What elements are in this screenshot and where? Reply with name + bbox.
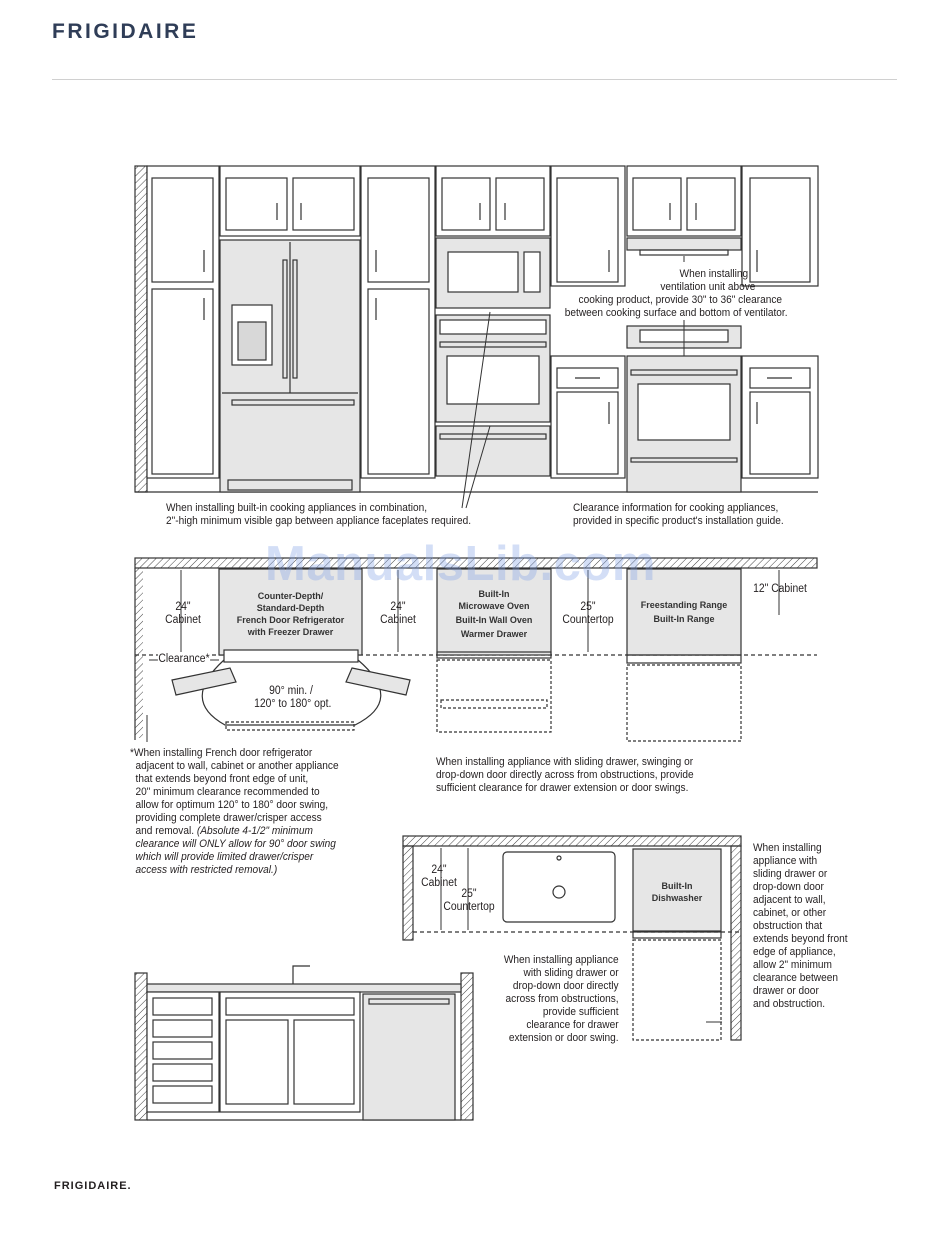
dw-countertop-25-label: 25" Countertop xyxy=(443,888,495,913)
clearance-note: Clearance information for cooking appliances, provided in specific product's installation guide. xyxy=(573,502,784,527)
sink-elevation-view xyxy=(135,966,473,1120)
cabinet-12-label: 12" Cabinet xyxy=(753,583,807,595)
sliding-note: When installing appliance with sliding drawer, swinging or drop-down door directly across from obstructions, provide sufficient clearance for drawer extension or door swings. xyxy=(436,756,694,794)
fridge-label: Counter-Depth/ Standard-Depth French Door Refrigerator with Freezer Drawer xyxy=(236,591,345,637)
range-label: Freestanding Range Built-In Range xyxy=(640,600,728,624)
vent-note: When installing ventilation unit above cooking product, provide 30" to 36" clearance between cooking surface and bottom of ventilator. xyxy=(564,268,788,319)
cabinet-24-mid-label: 24" Cabinet xyxy=(380,601,416,626)
combo-note: When installing built-in cooking appliances in combination, 2"-high minimum visible gap between appliance faceplates required. xyxy=(166,502,472,527)
oven-label: Built-In Microwave Oven Built-In Wall Oven Warmer Drawer xyxy=(455,589,533,639)
dw-left-note: When installing appliance with sliding drawer or drop-down door directly across from obstructions, provide sufficient clearance for drawer extension or door swing. xyxy=(503,954,619,1044)
watermark: ManualsLib.com xyxy=(265,537,656,591)
cabinet-24-left-label: 24" Cabinet xyxy=(165,601,201,626)
countertop-25-label: 25" Countertop xyxy=(562,601,614,626)
elevation-view xyxy=(135,166,818,508)
brand-logo: FRIGIDAIRE xyxy=(52,20,199,43)
fridge-note: *When installing French door refrigerator adjacent to wall, cabinet or another appliance that extends beyond front edge of unit, 20" minimum clearance recommended to allow for optimum 120° to 180° door swing, providing complete drawer/crisper access and removal. (Absolute 4-1/2" minimum clearance will ONLY allow for 90° door swing which will provide limited drawer/crisper access with restricted removal.) xyxy=(130,747,339,876)
dw-right-note: When installing appliance with sliding drawer or drop-down door adjacent to wall, cabinet, or other obstruction that extends beyond front edge of appliance, allow 2" minimum clearance between drawer or door and obstruction. xyxy=(753,842,848,1010)
swing-label: 90° min. / 120° to 180° opt. xyxy=(254,685,332,710)
dishwasher-label: Built-In Dishwasher xyxy=(651,881,703,903)
footer-logo: FRIGIDAIRE. xyxy=(54,1180,132,1192)
dw-cabinet-24-label: 24" Cabinet xyxy=(421,864,457,889)
clearance-label: Clearance* xyxy=(158,653,210,665)
